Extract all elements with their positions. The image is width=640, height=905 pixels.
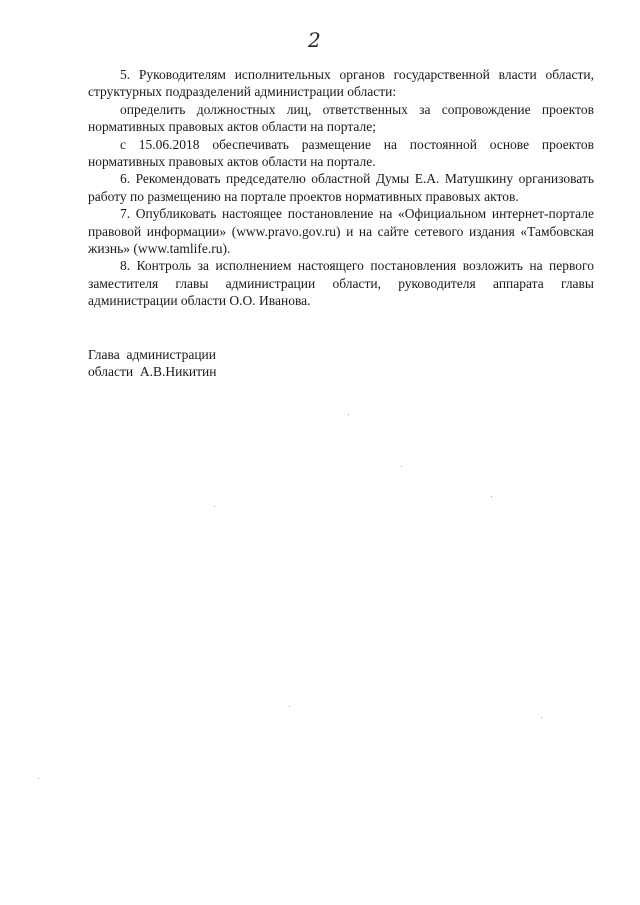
scan-speck (348, 414, 349, 415)
scan-speck (401, 466, 402, 467)
paragraph-5-item-1: определить должностных лиц, ответственных за сопровождение проектов нормативных правовых актов области на портале; (88, 101, 594, 135)
paragraph-7: 7. Опубликовать настоящее постановление на «Официальном интернет-портале правовой информации» (www.pravo.gov.ru) и на сайте сетевого издания «Тамбовская жизнь» (www.tamlife.ru). (88, 206, 594, 257)
paragraph-8: 8. Контроль за исполнением настоящего постановления возложить на первого заместителя главы администрации области, руководителя аппарата главы администрации области О.О. Иванова. (88, 258, 594, 309)
signature-name: области А.В.Никитин (88, 364, 217, 380)
document-body (88, 66, 594, 310)
scan-speck (214, 506, 215, 507)
paragraph-5-item-2: с 15.06.2018 обеспечивать размещение на постоянной основе проектов нормативных правовых актов области на портале. (88, 136, 594, 170)
signature-title: Глава администрации (88, 347, 217, 362)
paragraph-5: 5. Руководителям исполнительных органов государственной власти области, структурных подразделений администрации области: (88, 67, 594, 100)
scan-speck (491, 496, 492, 497)
scan-speck (289, 706, 290, 707)
scan-speck (38, 778, 39, 779)
page-number: 2 (308, 28, 321, 52)
paragraph-6: 6. Рекомендовать председателю областной Думы Е.А. Матушкину организовать работу по размещению на портале проектов нормативных правовых актов. (88, 171, 594, 204)
signature-block (88, 346, 217, 381)
scan-speck (541, 717, 542, 718)
